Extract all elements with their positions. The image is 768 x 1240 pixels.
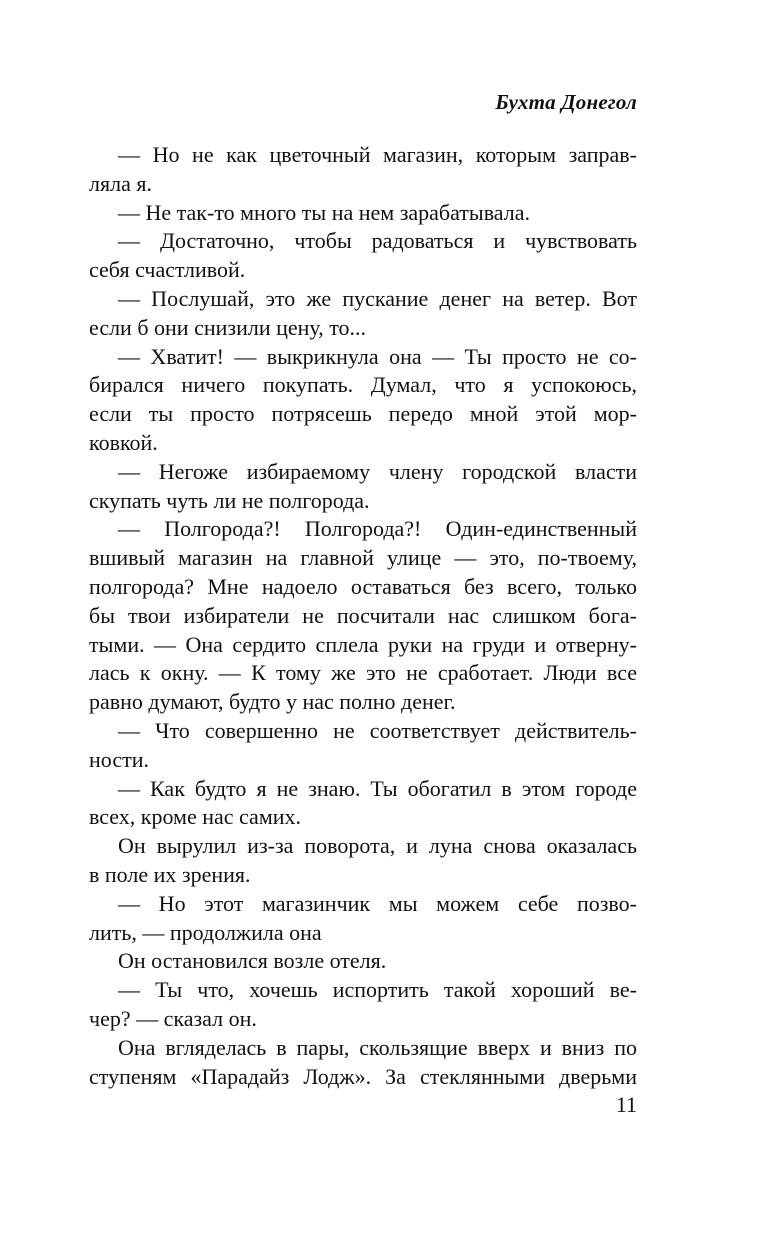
text-line: ступеням «Парадайз Лодж». За стеклянными дверьми	[89, 1063, 637, 1089]
text-line: бы твои избиратели не посчитали нас слишком бога-	[89, 602, 637, 628]
text-line: себя счастливой.	[89, 257, 246, 283]
text-line: — Достаточно, чтобы радоваться и чувствовать	[118, 228, 637, 254]
page-number: 11	[615, 1092, 637, 1117]
text-line: — Негоже избираемому члену городской власти	[118, 458, 637, 484]
text-line: лась к окну. — К тому же это не сработает. Люди все	[89, 660, 637, 686]
text-line: ляла я.	[89, 170, 152, 196]
text-line: — Что совершенно не соответствует действитель-	[118, 717, 637, 743]
text-line: бирался ничего покупать. Думал, что я успокоюсь,	[89, 372, 637, 398]
text-line: если ты просто потрясешь передо мной этой мор-	[89, 401, 637, 427]
text-line: лить, — продолжила она	[89, 919, 322, 945]
text-line: — Ты что, хочешь испортить такой хороший ве-	[118, 977, 637, 1003]
text-line: — Как будто я не знаю. Ты обогатил в этом городе	[118, 775, 637, 801]
text-line: ковкой.	[89, 429, 158, 455]
text-line: скупать чуть ли не полгорода.	[89, 487, 370, 513]
body-text	[89, 141, 637, 1091]
text-line: вшивый магазин на главной улице — это, по-твоему,	[89, 545, 637, 571]
text-line: — Но этот магазинчик мы можем себе позво-	[118, 890, 637, 916]
text-line: Он остановился возле отеля.	[118, 948, 387, 974]
text-line: ности.	[89, 746, 149, 772]
text-line: — Послушай, это же пускание денег на ветер. Вот	[118, 285, 637, 311]
text-line: полгорода? Мне надоело оставаться без всего, только	[89, 573, 637, 599]
text-line: равно думают, будто у нас полно денег.	[89, 689, 456, 715]
text-line: — Но не как цветочный магазин, которым заправ-	[118, 142, 637, 167]
text-line: чер? — сказал он.	[89, 1005, 257, 1031]
text-line: если б они снизили цену, то...	[89, 314, 367, 340]
text-line: в поле их зрения.	[89, 861, 251, 887]
text-line: всех, кроме нас самих.	[89, 804, 302, 830]
text-line: тыми. — Она сердито сплела руки на груди и отверну-	[89, 631, 637, 657]
text-line: Она вгляделась в пары, скользящие вверх и вниз по	[118, 1034, 637, 1060]
text-line: — Хватит! — выкрикнула она — Ты просто не со-	[118, 343, 637, 369]
text-line: Он вырулил из-за поворота, и луна снова оказалась	[118, 833, 637, 859]
running-header-title: Бухта Донегол	[495, 90, 637, 114]
text-line: — Не так-то много ты на нем зарабатывала.	[118, 199, 531, 225]
text-line: — Полгорода?! Полгорода?! Один-единственный	[118, 516, 637, 542]
